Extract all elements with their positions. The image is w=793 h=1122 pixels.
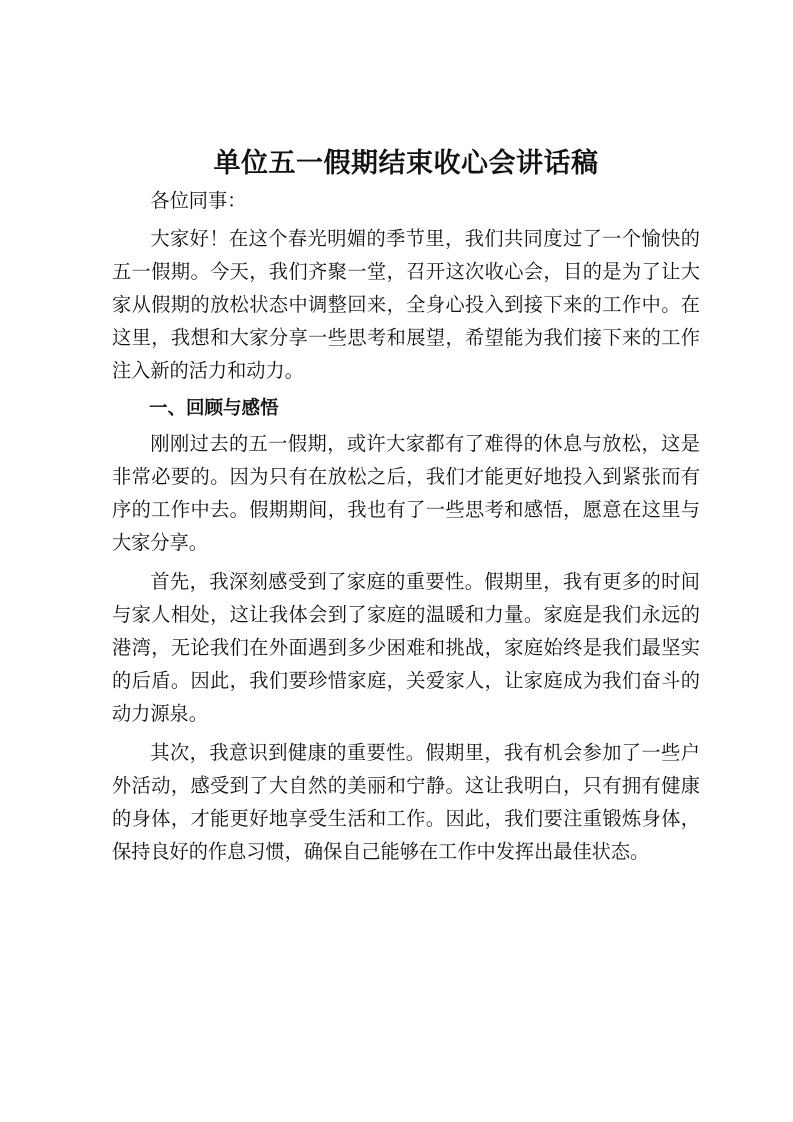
body-paragraph-3: 其次，我意识到健康的重要性。假期里，我有机会参加了一些户外活动，感受到了大自然的美丽和宁静。这让我明白，只有拥有健康的身体，才能更好地享受生活和工作。因此，我们要注重锻炼身体，保持良好的作息习惯，确保自己能够在工作中发挥出最佳状态。 bbox=[112, 741, 700, 863]
body-paragraph-1: 刚刚过去的五一假期，或许大家都有了难得的休息与放松，这是非常必要的。因为只有在放松之后，我们才能更好地投入到紧张而有序的工作中去。假期期间，我也有了一些思考和感悟，愿意在这里与大家分享。 bbox=[112, 432, 700, 554]
section-heading: 一、回顾与感悟 bbox=[149, 398, 279, 419]
document-title: 单位五一假期结束收心会讲话稿 bbox=[213, 148, 599, 179]
intro-paragraph: 大家好！在这个春光明媚的季节里，我们共同度过了一个愉快的五一假期。今天，我们齐聚一堂，召开这次收心会，目的是为了让大家从假期的放松状态中调整回来，全身心投入到接下来的工作中。在这里，我想和大家分享一些思考和展望，希望能为我们接下来的工作注入新的活力和动力。 bbox=[112, 227, 700, 382]
body-paragraph-2: 首先，我深刻感受到了家庭的重要性。假期里，我有更多的时间与家人相处，这让我体会到了家庭的温暖和力量。家庭是我们永远的港湾，无论我们在外面遇到多少困难和挑战，家庭始终是我们最坚实的后盾。因此，我们要珍惜家庭，关爱家人，让家庭成为我们奋斗的动力源泉。 bbox=[112, 570, 700, 725]
greeting-line: 各位同事： bbox=[150, 189, 247, 212]
document-body bbox=[112, 144, 700, 868]
